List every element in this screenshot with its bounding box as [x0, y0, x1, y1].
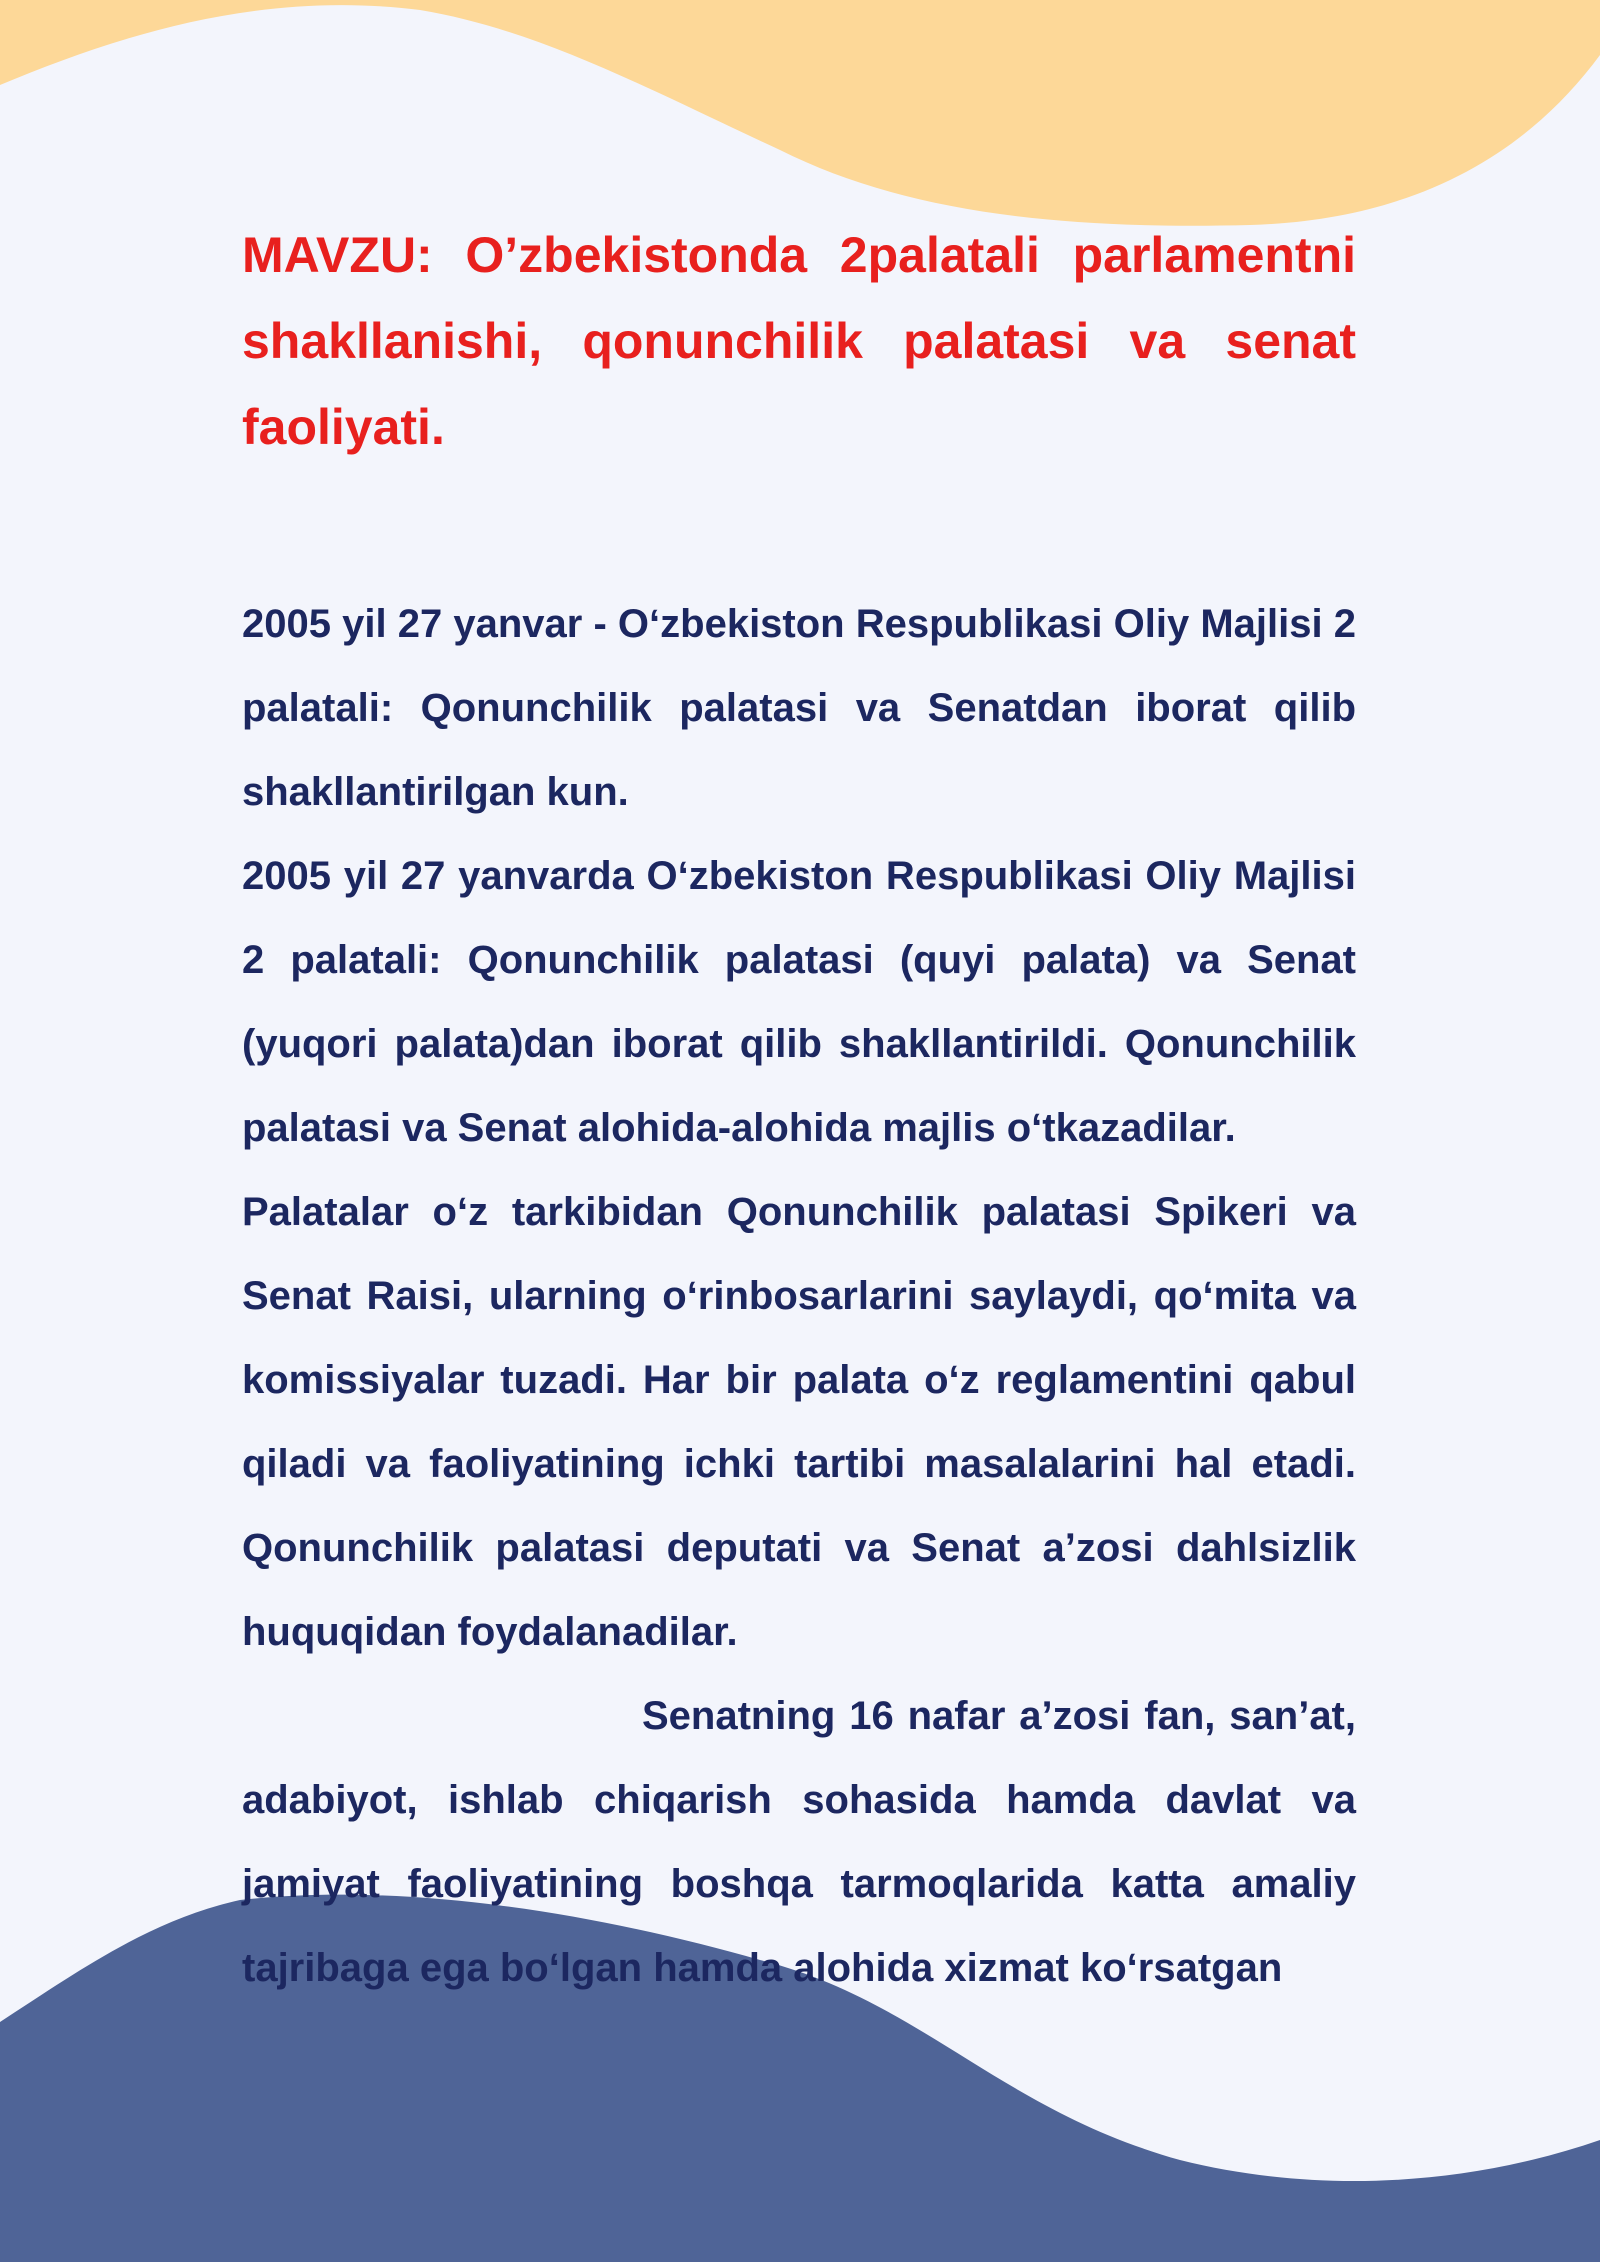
paragraph: 2005 yil 27 yanvar - O‘zbekiston Respublikasi Oliy Majlisi 2 palatali: Qonunchilik palatasi va Senatdan iborat qilib shakllantirilgan kun.	[242, 602, 1356, 814]
document-title: MAVZU: O’zbekistonda 2palatali parlamentni shakllanishi, qonunchilik palatasi va senat faoliyati.	[242, 227, 1356, 455]
document-content	[242, 212, 1356, 2010]
paragraph: 2005 yil 27 yanvarda O‘zbekiston Respublikasi Oliy Majlisi 2 palatali: Qonunchilik palatasi (quyi palata) va Senat (yuqori palata)dan iborat qilib shakllantirildi. Qonunchilik palatasi va Senat alohida-alohida majlis o‘tkazadilar.	[242, 854, 1356, 1150]
document-body	[242, 582, 1356, 2010]
paragraph: Senatning 16 nafar a’zosi fan, san’at, adabiyot, ishlab chiqarish sohasida hamda davlat va jamiyat faoliyatining boshqa tarmoqlarida katta amaliy tajribaga ega bo‘lgan hamda alohida xizmat ko‘rsatgan	[242, 1694, 1356, 1990]
paragraph: Palatalar o‘z tarkibidan Qonunchilik palatasi Spikeri va Senat Raisi, ularning o‘rinbosarlarini saylaydi, qo‘mita va komissiyalar tuzadi. Har bir palata o‘z reglamentini qabul qiladi va faoliyatining ichki tartibi masalalarini hal etadi. Qonunchilik palatasi deputati va Senat a’zosi dahlsizlik huquqidan foydalanadilar.	[242, 1190, 1356, 1654]
